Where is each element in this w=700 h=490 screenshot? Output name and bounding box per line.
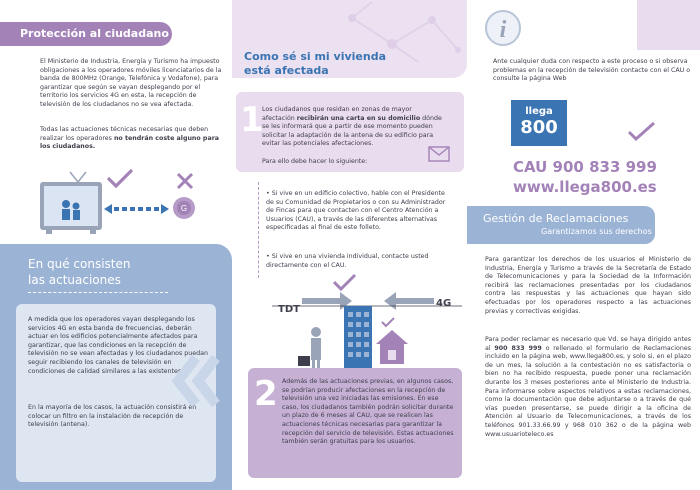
tdt-label: TDT bbox=[278, 304, 300, 315]
check-icon bbox=[627, 122, 657, 142]
building-illustration bbox=[272, 272, 462, 372]
web-address: www.llega800.es bbox=[513, 178, 657, 196]
tv-illustration bbox=[38, 168, 228, 240]
gestion-subtitle: Garantizamos sus derechos bbox=[541, 227, 652, 236]
bullet-dot: • bbox=[266, 190, 272, 197]
envelope-icon bbox=[428, 146, 450, 162]
column-affected bbox=[232, 0, 467, 490]
logo-line-2: 800 bbox=[520, 117, 558, 138]
column-protection bbox=[0, 0, 232, 490]
svg-text:G: G bbox=[180, 204, 188, 213]
actions-title-line-2: las actuaciones bbox=[28, 273, 121, 287]
house-icon bbox=[376, 330, 408, 364]
bullet-2 bbox=[266, 253, 454, 270]
bullet-1 bbox=[266, 190, 454, 233]
info-icon bbox=[483, 8, 523, 48]
cross-icon bbox=[178, 174, 192, 188]
step-1-instructions: Para ello debe hacer lo siguiente: bbox=[262, 158, 368, 165]
protection-paragraph-1: El Ministerio de Industria, Energía y Turismo ha impuesto obligaciones a los operadores móviles licenciatarios de la banda de 800MHz (Orange, Telefónica y Vodafone), para garantizar que según se vayan desplegando por el territorio los servicios 4G en esta, la recepción de televisión de los ciudadanos no se vea afectada. bbox=[40, 58, 222, 108]
4g-label: 4G bbox=[436, 298, 452, 309]
apartment-building-icon bbox=[344, 306, 372, 368]
cau-phone: CAU 900 833 999 bbox=[513, 158, 657, 176]
chevron-left-icon bbox=[172, 352, 246, 410]
antenna-4g-icon bbox=[173, 197, 195, 219]
actions-title bbox=[28, 256, 131, 288]
title-underline bbox=[28, 292, 168, 293]
top-purple-corner bbox=[637, 0, 700, 50]
gestion-paragraph-2 bbox=[485, 336, 691, 439]
arrow-left-icon bbox=[384, 292, 434, 310]
step-2-text: Además de las actuaciones previas, en algunos casos, se podrían producir afectaciones en la recepción de televisión una vez iniciadas las emisiones. En ese caso, los ciudadanos también podrán solicitar durante un plazo de 6 meses al CAU, que se realicen las actuaciones técnicas necesarias para garantizar la recepción del servicio de televisión. Estas actuaciones también serán gratuitas para los usuarios. bbox=[282, 378, 454, 446]
check-icon bbox=[382, 318, 394, 326]
gestion-title: Gestión de Reclamaciones bbox=[483, 212, 629, 225]
actions-title-line-1: En qué consisten bbox=[28, 257, 131, 271]
protection-text: Todas las actuaciones técnicas necesarias que deben realizar los operadores bbox=[40, 126, 209, 142]
step-1-text-c: dónde se les informará que a partir de ese momento pueden solicitar la adaptación de la antena de su edificio para evitar las potenciales afectaciones. bbox=[262, 114, 442, 148]
step-1-text bbox=[262, 106, 444, 149]
affected-title-line-1: Como sé si mi vivienda bbox=[244, 50, 386, 63]
no-cost-text: no tendrán coste alguno para los ciudadanos. bbox=[40, 134, 220, 151]
letter-highlight: recibirán una carta en su domicilio bbox=[296, 114, 421, 122]
gestion-text-c: o rellenado el formulario de Reclamaciones incluido en la página web, www.llega800.es, y solo si, en el plazo de un mes, la solución a la contestación no es satisfactoria o bien no ha recibido respuesta, puede poner una reclamación durante los 3 meses posteriores ante el Ministerio de Industria. Para informarse sobre aspectos relativos a estas reclamaciones, como la documentación que debe adjuntarse o a través de qué vías pueden presentarse, se puede dirigir a la oficina de Atención al Usuario de Telecomunicaciones, a través de los teléfonos 901.33.66.99 y 968 010 362 o de la página web www.usuarioteleco.es bbox=[485, 344, 691, 438]
protection-header: Protección al ciudadano bbox=[0, 22, 172, 46]
double-arrow-icon bbox=[104, 204, 169, 214]
logo-line-1: llega bbox=[525, 106, 553, 117]
bullet-1-text: Si vive en un edificio colectivo, hable con el Presidente de su Comunidad de Propietarios o con su Administrador de Fincas para que contacten con el Centro Atención a Usuarios (CAU), a través de las diferentes alternativas especificadas al final de este folleto. bbox=[266, 190, 446, 232]
affected-title-line-2: está afectada bbox=[244, 64, 329, 77]
contact-intro: Ante cualquier duda con respecto a este proceso o si observa problemas en la recepción de televisión contacte con el CAU o consulte la página Web bbox=[493, 58, 691, 83]
protection-paragraph-2 bbox=[40, 126, 225, 152]
step-1-number: 1 bbox=[240, 100, 264, 140]
column-contact bbox=[467, 0, 700, 490]
tv-icon bbox=[40, 172, 102, 234]
check-icon bbox=[108, 170, 132, 186]
svg-text:i: i bbox=[499, 17, 507, 43]
phone-number: 900 833 999 bbox=[494, 344, 542, 352]
llega800-logo bbox=[511, 100, 567, 146]
gestion-header bbox=[467, 206, 655, 244]
actions-paragraph-1: A medida que los operadores vayan desplegando los servicios 4G en esta banda de frecuencias, deberán actuar en los edificios potencialmente afectados para garantizar, que las condiciones en la recepción de televisión no se vean afectadas y los ciudadanos puedan seguir recibiendo los canales de televisión en condiciones de calidad similares a las existentes. bbox=[28, 316, 209, 375]
person-icon bbox=[298, 327, 321, 370]
bullet-2-text: Si vive en una vivienda individual, contacte usted directamente con el CAU. bbox=[266, 253, 429, 269]
affected-title bbox=[244, 50, 386, 78]
step-1-text-a: Los ciudadanos que residan en zonas de mayor afectación bbox=[262, 106, 412, 122]
gestion-text-a: Para poder reclamar es necesario que Vd. se haya dirigido antes al bbox=[485, 336, 691, 352]
bullet-dot: • bbox=[266, 253, 272, 260]
actions-paragraph-2: En la mayoría de los casos, la actuación consistirá en colocar un filtro en la instalación de recepción de televisión (antena). bbox=[28, 404, 197, 429]
check-icon bbox=[334, 275, 355, 289]
step-2-number: 2 bbox=[254, 374, 278, 414]
gestion-paragraph-1: Para garantizar los derechos de los usuarios el Ministerio de Industria, Energía y Turismo a través de la Secretaría de Estado de Telecomunicaciones y para la Sociedad de la Información recibirá las reclamaciones presentadas por los ciudadanos contra las respuestas y las actuaciones que hayan sido efectuadas por los operadores respecto a las actuaciones previas y correctivas exigidas. bbox=[485, 256, 691, 315]
